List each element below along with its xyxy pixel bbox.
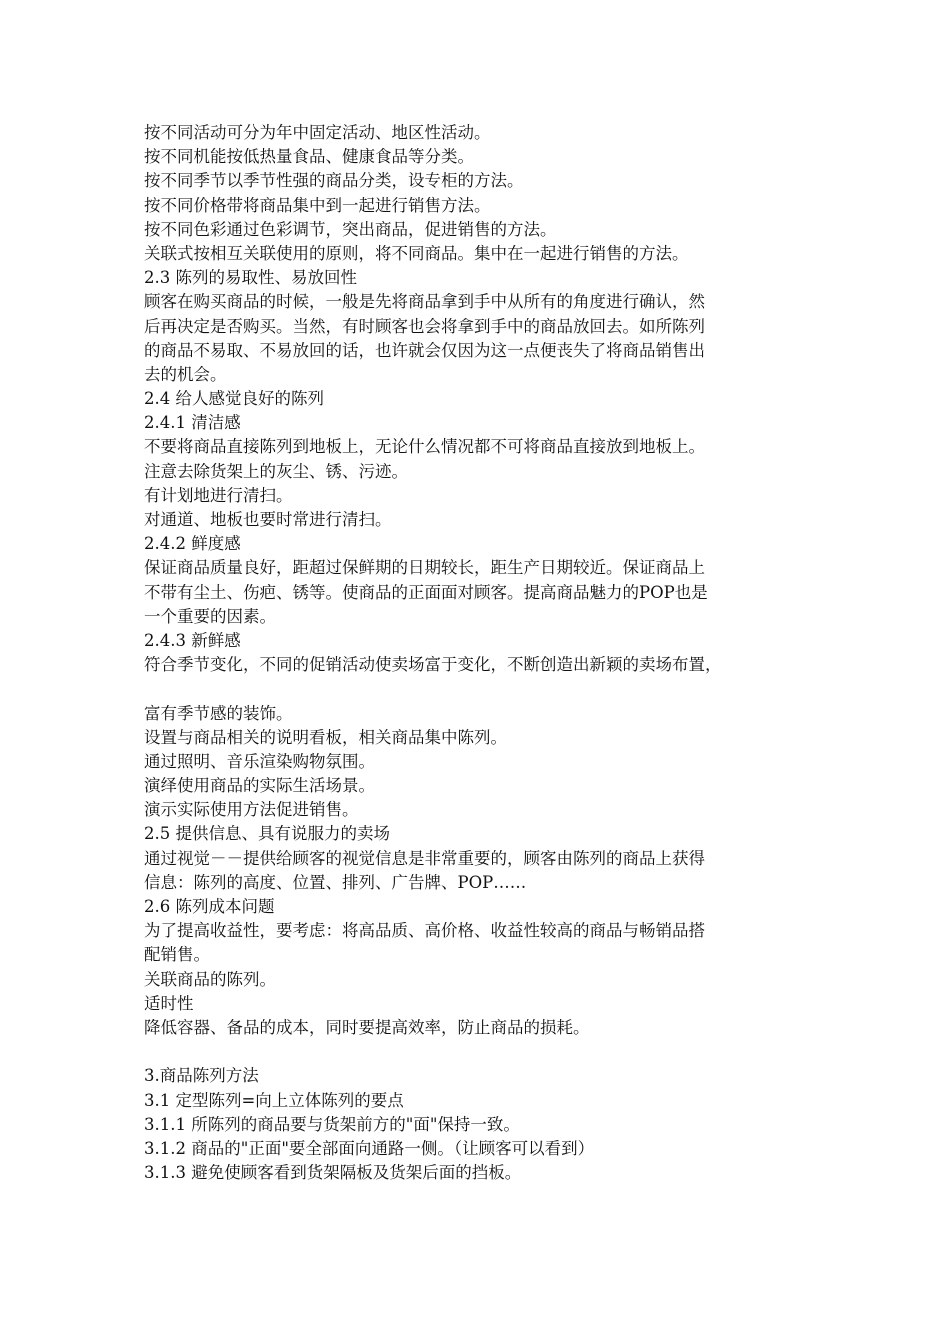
section-heading: 2.4 给人感觉良好的陈列: [144, 389, 324, 409]
subsection-heading: 3.1.2 商品的"正面"要全部面向通路一侧。（让顾客可以看到）: [144, 1138, 595, 1158]
text-line: 对通道、地板也要时常进行清扫。: [144, 510, 392, 529]
section-heading: 2.3 陈列的易取性、易放回性: [144, 268, 357, 288]
text-line: 通过视觉－－提供给顾客的视觉信息是非常重要的，顾客由陈列的商品上获得: [144, 848, 705, 868]
blank-line: [144, 1040, 824, 1064]
text-line: 按不同机能按低热量食品、健康食品等分类。: [144, 147, 474, 167]
text-line: 按不同活动可分为年中固定活动、地区性活动。: [144, 123, 491, 142]
text-line: 保证商品质量良好，距超过保鲜期的日期较长，距生产日期较近。保证商品上: [144, 558, 705, 578]
text-line: 不带有尘土、伤疤、锈等。使商品的正面面对顾客。提高商品魅力的POP也是: [144, 582, 708, 602]
subsection-heading: 3.1.1 所陈列的商品要与货架前方的"面"保持一致。: [144, 1114, 520, 1134]
text-line: 顾客在购买商品的时候，一般是先将商品拿到手中从所有的角度进行确认，然: [144, 292, 705, 312]
text-line: 去的机会。: [144, 364, 227, 384]
text-line: 有计划地进行清扫。: [144, 485, 293, 505]
text-line: 演绎使用商品的实际生活场景。: [144, 776, 375, 796]
text-line: 为了提高收益性，要考虑：将高品质、高价格、收益性较高的商品与畅销品搭: [144, 921, 705, 941]
text-line: 富有季节感的装饰。: [144, 703, 293, 723]
text-line: 信息：陈列的高度、位置、排列、广告牌、POP……: [144, 872, 527, 892]
text-line: 配销售。: [144, 945, 210, 965]
subsection-heading: 2.4.3 新鲜感: [144, 630, 241, 650]
text-line: 符合季节变化，不同的促销活动使卖场富于变化，不断创造出新颖的卖场布置，: [144, 655, 722, 675]
section-heading: 2.5 提供信息、具有说服力的卖场: [144, 824, 390, 844]
text-line: 不要将商品直接陈列到地板上，无论什么情况都不可将商品直接放到地板上。: [144, 437, 705, 457]
text-line: 的商品不易取、不易放回的话，也许就会仅因为这一点便丧失了将商品销售出: [144, 340, 705, 360]
section-heading: 3.1 定型陈列=向上立体陈列的要点: [144, 1090, 404, 1110]
text-line: 关联商品的陈列。: [144, 969, 276, 989]
text-line: 按不同色彩通过色彩调节，突出商品，促进销售的方法。: [144, 219, 557, 239]
text-line: 设置与商品相关的说明看板，相关商品集中陈列。: [144, 727, 507, 747]
chapter-heading: 3.商品陈列方法: [144, 1066, 259, 1086]
text-line: 后再决定是否购买。当然，有时顾客也会将拿到手中的商品放回去。如所陈列: [144, 316, 705, 336]
blank-line: [144, 677, 824, 701]
subsection-heading: 3.1.3 避免使顾客看到货架隔板及货架后面的挡板。: [144, 1163, 522, 1183]
subsection-heading: 2.4.2 鲜度感: [144, 534, 241, 554]
text-line: 按不同价格带将商品集中到一起进行销售方法。: [144, 195, 491, 215]
text-line: 关联式按相互关联使用的原则，将不同商品。集中在一起进行销售的方法。: [144, 243, 689, 263]
text-line: 按不同季节以季节性强的商品分类，设专柜的方法。: [144, 171, 524, 191]
section-heading: 2.6 陈列成本问题: [144, 897, 275, 916]
text-line: 适时性: [144, 993, 194, 1013]
text-line: 降低容器、备品的成本，同时要提高效率，防止商品的损耗。: [144, 1017, 590, 1037]
document-body: [144, 121, 824, 1185]
subsection-heading: 2.4.1 清洁感: [144, 413, 241, 433]
text-line: 注意去除货架上的灰尘、锈、污迹。: [144, 461, 408, 481]
text-line: 一个重要的因素。: [144, 606, 276, 626]
text-line: 通过照明、音乐渲染购物氛围。: [144, 751, 375, 771]
text-line: 演示实际使用方法促进销售。: [144, 800, 359, 820]
